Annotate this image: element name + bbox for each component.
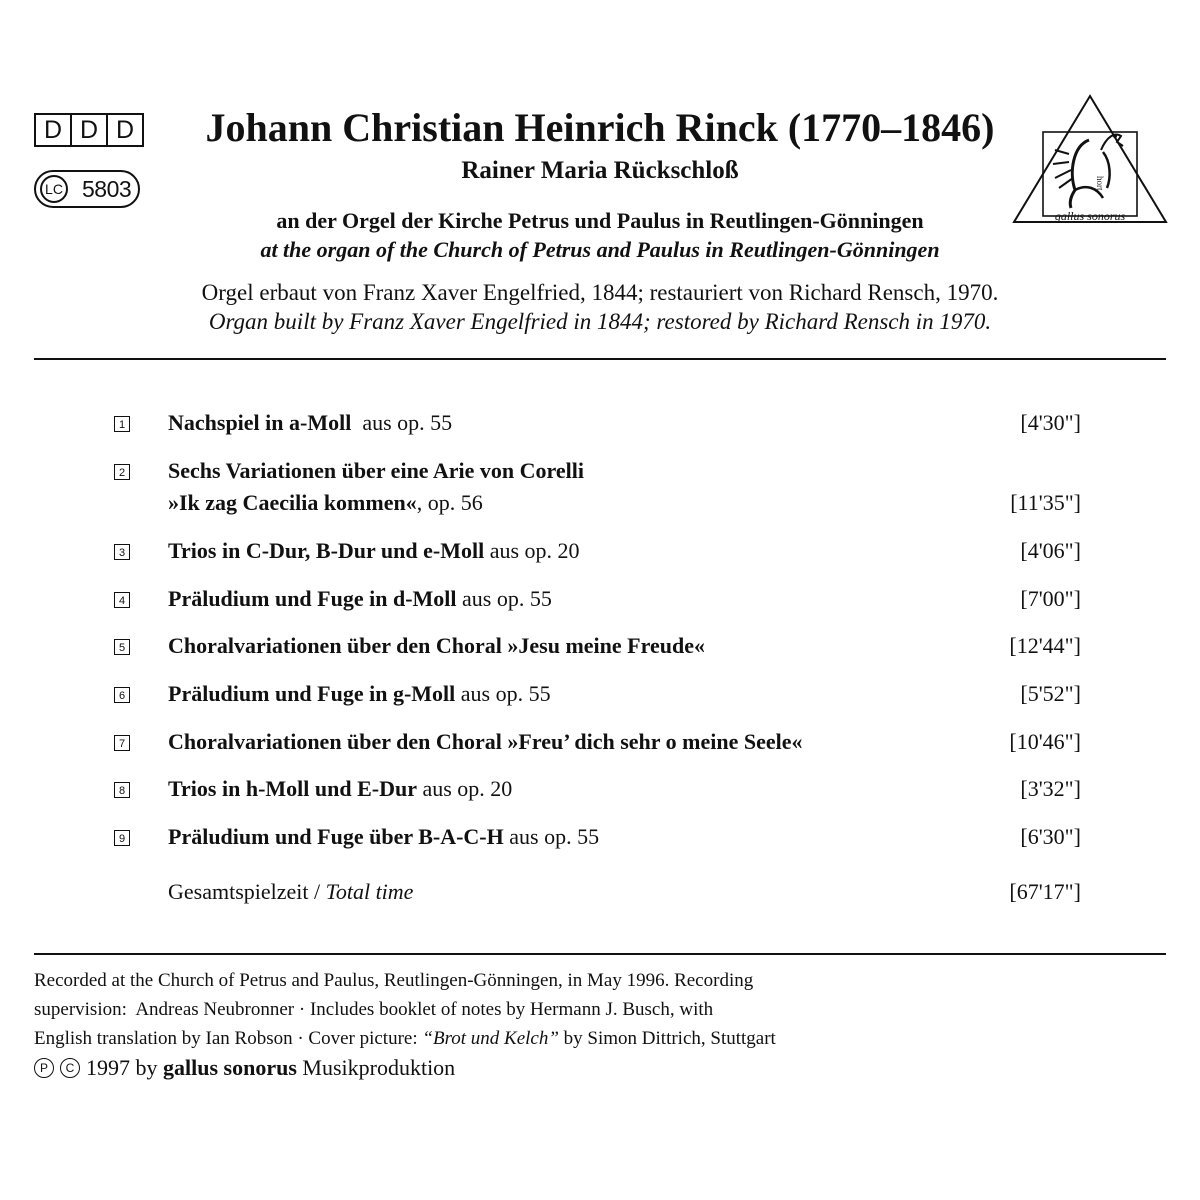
track-duration: [11'35"] <box>1010 490 1081 515</box>
track-title-bold: Präludium und Fuge in g-Moll <box>168 681 456 706</box>
track-title-suffix: aus op. 55 <box>351 410 453 435</box>
total-label-english: Total time <box>325 879 414 904</box>
performer-name: Rainer Maria Rückschloß <box>461 157 739 184</box>
credits-line: Recorded at the Church of Petrus and Paulus, Reutlingen-Gönningen, in May 1996. Recording <box>34 970 754 991</box>
track-duration: [4'06"] <box>1020 538 1081 563</box>
ddd-letter: D <box>70 113 108 147</box>
ddd-letter: D <box>34 113 72 147</box>
divider-top <box>34 358 1166 360</box>
cover-picture-title: “Brot und Kelch” <box>422 1028 559 1049</box>
track-title <box>168 586 552 612</box>
track-title <box>168 458 584 484</box>
copyright-icon: C <box>60 1058 80 1078</box>
track-duration: [5'52"] <box>1020 681 1081 706</box>
track-title <box>168 633 705 659</box>
lc-prefix: LC <box>40 175 68 203</box>
track-title-bold: Choralvariationen über den Choral »Jesu meine Freude« <box>168 633 705 658</box>
track-title <box>168 410 452 436</box>
credits-text: by Simon Dittrich, Stuttgart <box>558 1028 776 1049</box>
total-label-german: Gesamtspielzeit / <box>168 879 326 904</box>
copyright-rest: Musikproduktion <box>296 1055 456 1080</box>
track-duration: [6'30"] <box>1020 824 1081 849</box>
credits-text: English translation by Ian Robson · Cover picture: <box>34 1028 423 1049</box>
track-title <box>168 824 599 850</box>
track-number-box: 1 <box>114 416 130 432</box>
copyright-line <box>34 1055 455 1081</box>
logo-vertical-text: hort <box>1095 176 1105 191</box>
track-title-bold: Nachspiel in a-Moll <box>168 410 352 435</box>
track-title-suffix: aus op. 55 <box>455 681 551 706</box>
credits-line <box>34 1024 914 1053</box>
venue-english: at the organ of the Church of Petrus and Paulus in Reutlingen-Gönningen <box>260 237 940 262</box>
track-title-bold: Trios in C-Dur, B-Dur und e-Moll <box>168 538 485 563</box>
track-number-box: 3 <box>114 544 130 560</box>
track-number-box: 2 <box>114 464 130 480</box>
track-title-suffix: aus op. 55 <box>456 586 552 611</box>
rooster-logo-icon <box>1011 92 1169 228</box>
total-duration: [67'17"] <box>1009 879 1081 904</box>
recording-credits <box>34 966 914 1053</box>
track-title-suffix: aus op. 20 <box>416 776 513 801</box>
copyright-label: gallus sonorus <box>163 1055 297 1080</box>
track-title <box>168 729 803 755</box>
organ-info-english: Organ built by Franz Xaver Engelfried in 1844; restored by Richard Rensch in 1970. <box>208 309 992 334</box>
track-duration: [10'46"] <box>1009 729 1081 754</box>
track-number-box: 6 <box>114 687 130 703</box>
track-title-bold: Sechs Variationen über eine Arie von Corelli <box>168 458 584 483</box>
lc-number: 5803 <box>82 176 132 202</box>
track-title-suffix: aus op. 20 <box>484 538 580 563</box>
track-title-second-line <box>168 490 483 516</box>
venue-german: an der Orgel der Kirche Petrus und Paulus in Reutlingen-Gönningen <box>276 208 924 233</box>
track-subtitle-bold: »Ik zag Caecilia kommen« <box>168 490 417 515</box>
track-number-box: 5 <box>114 639 130 655</box>
phonogram-icon: P <box>34 1058 54 1078</box>
total-time-label <box>168 879 413 905</box>
divider-bottom <box>34 953 1166 955</box>
credits-line: supervision: Andreas Neubronner · Includes booklet of notes by Hermann J. Busch, with <box>34 999 714 1020</box>
track-number-box: 9 <box>114 830 130 846</box>
ddd-letter: D <box>106 113 144 147</box>
track-duration: [4'30"] <box>1020 410 1081 435</box>
track-title-bold: Trios in h-Moll und E-Dur <box>168 776 417 801</box>
track-title-suffix: aus op. 55 <box>503 824 600 849</box>
track-duration: [7'00"] <box>1020 586 1081 611</box>
track-duration: [12'44"] <box>1009 633 1081 658</box>
track-number-box: 4 <box>114 592 130 608</box>
track-title <box>168 681 551 707</box>
track-title <box>168 776 512 802</box>
album-title: Johann Christian Heinrich Rinck (1770–1846) <box>205 105 995 150</box>
track-title <box>168 538 580 564</box>
track-title-bold: Präludium und Fuge über B-A-C-H <box>168 824 504 849</box>
track-duration: [3'32"] <box>1020 776 1081 801</box>
logo-label: gallus sonorus <box>1054 209 1126 223</box>
track-number-box: 8 <box>114 782 130 798</box>
organ-info-german: Orgel erbaut von Franz Xaver Engelfried, 1844; restauriert von Richard Rensch, 1970. <box>201 280 999 305</box>
track-title-suffix: , op. 56 <box>416 490 483 515</box>
track-title-bold: Choralvariationen über den Choral »Freu’ dich sehr o meine Seele« <box>168 729 803 754</box>
gallus-sonorus-logo <box>1011 92 1169 228</box>
track-title-bold: Präludium und Fuge in d-Moll <box>168 586 457 611</box>
copyright-year: 1997 by <box>86 1055 163 1080</box>
track-number-box: 7 <box>114 735 130 751</box>
